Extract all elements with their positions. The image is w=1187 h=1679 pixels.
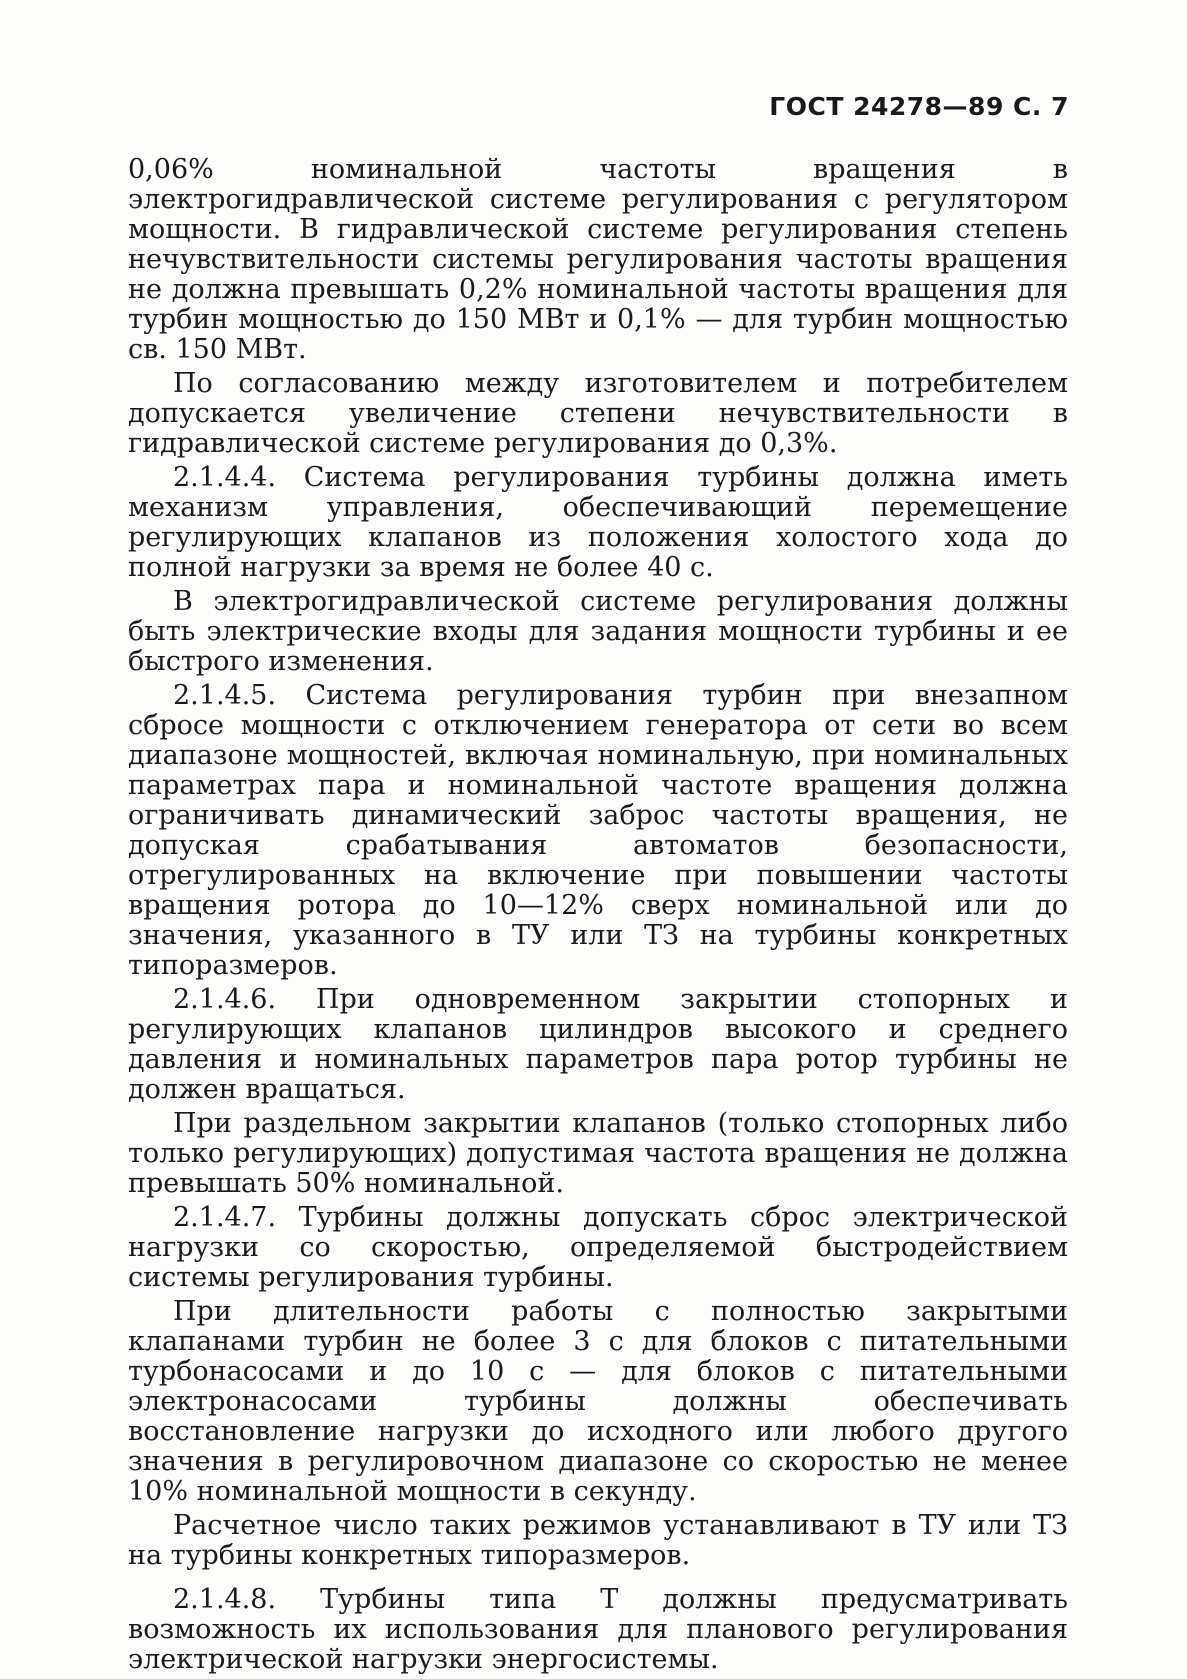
paragraph: При длительности работы с полностью закрытыми клапанами турбин не более 3 с для блоков с питательными турбонасосами и до 10 с — для блоков с питательными электронасосами турбины должны обеспечивать восстановление нагрузки до исходного или любого другого значения в регулировочном диапазоне со скоростью не менее 10% номинальной мощности в секунду. <box>128 1296 1068 1507</box>
paragraph: 2.1.4.8. Турбины типа Т должны предусматривать возможность их использования для планового регулирования электрической нагрузки энергосистемы. <box>128 1584 1068 1675</box>
document-body <box>128 155 1068 1679</box>
paragraph: По согласованию между изготовителем и потребителем допускается увеличение степени нечувствительности в гидравлической системе регулирования до 0,3%. <box>128 368 1068 459</box>
paragraph: 2.1.4.7. Турбины должны допускать сброс электрической нагрузки со скоростью, определяемой быстродействием системы регулирования турбины. <box>128 1202 1068 1293</box>
paragraph: 2.1.4.5. Система регулирования турбин при внезапном сбросе мощности с отключением генератора от сети во всем диапазоне мощностей, включая номинальную, при номинальных параметрах пара и номинальной частоте вращения должна ограничивать динамический заброс частоты вращения, не допуская срабатывания автоматов безопасности, отрегулированных на включение при повышении частоты вращения ротора до 10—12% сверх номинальной или до значения, указанного в ТУ или ТЗ на турбины конкретных типоразмеров. <box>128 680 1068 981</box>
paragraph: При раздельном закрытии клапанов (только стопорных либо только регулирующих) допустимая частота вращения не должна превышать 50% номинальной. <box>128 1108 1068 1199</box>
page-header: ГОСТ 24278—89 С. 7 <box>769 92 1069 121</box>
paragraph: 2.1.4.6. При одновременном закрытии стопорных и регулирующих клапанов цилиндров высокого и среднего давления и номинальных параметров пара ротор турбины не должен вращаться. <box>128 984 1068 1105</box>
paragraph: Расчетное число таких режимов устанавливают в ТУ или ТЗ на турбины конкретных типоразмеров. <box>128 1510 1068 1571</box>
paragraph: В электрогидравлической системе регулирования должны быть электрические входы для задания мощности турбины и ее быстрого изменения. <box>128 586 1068 677</box>
paragraph: 0,06% номинальной частоты вращения в электрогидравлической системе регулирования с регулятором мощности. В гидравлической системе регулирования степень нечувствительности системы регулирования частоты вращения не должна превышать 0,2% номинальной частоты вращения для турбин мощностью до 150 МВт и 0,1% — для турбин мощностью св. 150 МВт. <box>128 154 1068 365</box>
paragraph: 2.1.4.4. Система регулирования турбины должна иметь механизм управления, обеспечивающий перемещение регулирующих клапанов из положения холостого хода до полной нагрузки за время не более 40 с. <box>128 462 1068 583</box>
